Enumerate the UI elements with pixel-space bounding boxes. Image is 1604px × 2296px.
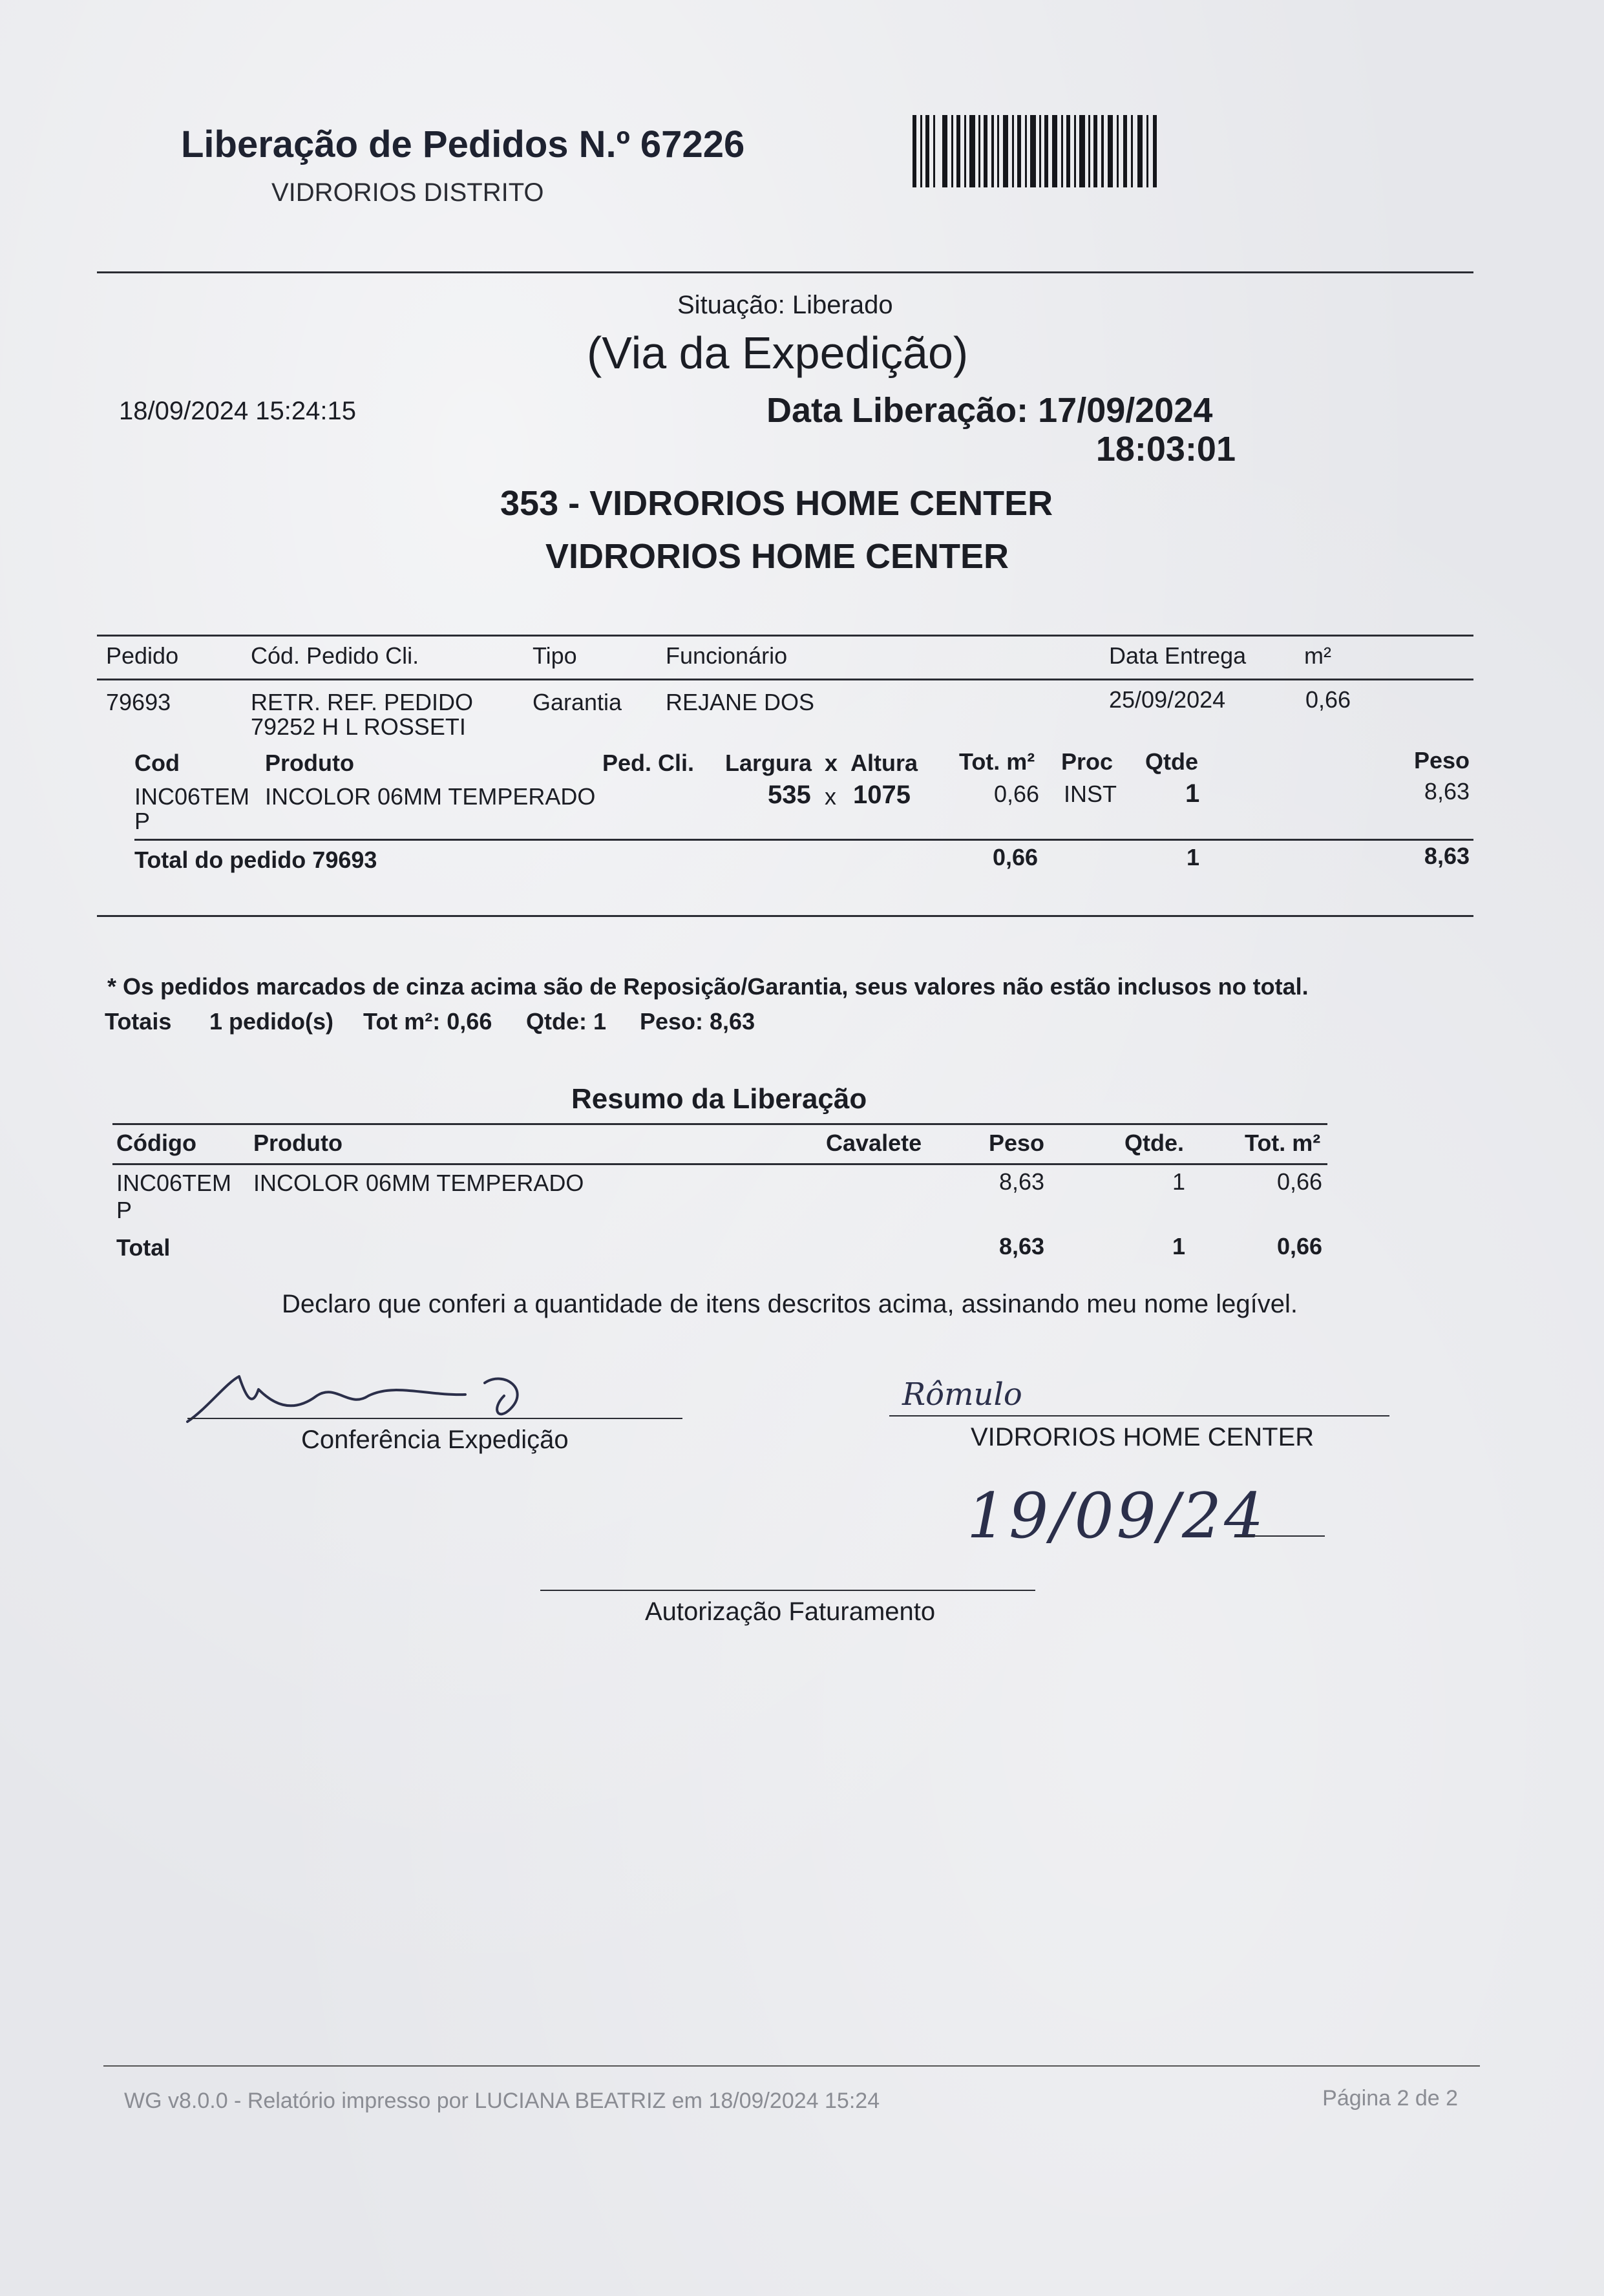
item-col-produto: Produto <box>265 750 354 776</box>
situacao-label: Situação: Liberado <box>677 291 893 319</box>
totais-qtde: Qtde: 1 <box>526 1008 607 1035</box>
resumo-qtde: 1 <box>1172 1168 1186 1195</box>
order-total-m2: 0,66 <box>993 844 1039 870</box>
print-datetime: 18/09/2024 15:24:15 <box>119 397 357 425</box>
resumo-total-label: Total <box>116 1234 171 1261</box>
col-funcionario: Funcionário <box>666 642 788 669</box>
client-code-name: 353 - VIDRORIOS HOME CENTER <box>500 484 1053 523</box>
via-label: (Via da Expedição) <box>587 328 969 378</box>
declaration-text: Declaro que conferi a quantidade de itens descritos acima, assinando meu nome legível. <box>282 1290 1298 1318</box>
resumo-col-qtde: Qtde. <box>1124 1130 1185 1156</box>
resumo-total-qtde: 1 <box>1172 1233 1186 1259</box>
item-qtde: 1 <box>1185 779 1200 808</box>
signature-label-conferencia: Conferência Expedição <box>301 1426 569 1454</box>
col-cod-pedido-cli: Cód. Pedido Cli. <box>251 642 419 669</box>
reposicao-note: * Os pedidos marcados de cinza acima são de Reposição/Garantia, seus valores não estão inclusos no total. <box>107 973 1309 1000</box>
signature-label-autorizacao: Autorização Faturamento <box>645 1597 936 1626</box>
order-cod-cli-line2: 79252 H L ROSSETI <box>251 713 466 740</box>
signature-line-client <box>889 1415 1389 1417</box>
orders-bottom-rule <box>97 915 1473 917</box>
footer-page-number: Página 2 de 2 <box>1322 2086 1458 2111</box>
resumo-codigo-line1: INC06TEM <box>116 1170 232 1196</box>
footer-rule <box>103 2065 1480 2067</box>
col-pedido: Pedido <box>106 642 179 669</box>
order-pedido: 79693 <box>106 689 171 715</box>
signature-line-autorizacao <box>540 1590 1035 1591</box>
item-col-qtde: Qtde <box>1145 748 1199 775</box>
company-name: VIDRORIOS DISTRITO <box>271 178 544 207</box>
resumo-col-tot-m2: Tot. m² <box>1245 1130 1321 1156</box>
col-m2: m² <box>1304 642 1331 669</box>
item-largura: 535 <box>768 781 811 809</box>
item-tot-m2: 0,66 <box>994 781 1040 807</box>
item-col-largura: Largura <box>725 750 812 776</box>
client-name: VIDRORIOS HOME CENTER <box>545 537 1009 576</box>
order-funcionario: REJANE DOS <box>666 689 815 715</box>
order-tipo: Garantia <box>533 689 622 715</box>
date-blank-line <box>1236 1535 1325 1537</box>
resumo-header-rule <box>112 1163 1327 1165</box>
resumo-peso: 8,63 <box>999 1168 1045 1195</box>
order-cod-cli-line1: RETR. REF. PEDIDO <box>251 689 474 715</box>
order-total-peso: 8,63 <box>1424 843 1470 869</box>
item-total-rule <box>134 839 1473 841</box>
totais-label: Totais <box>105 1008 172 1035</box>
order-total-label: Total do pedido 79693 <box>134 847 377 873</box>
signature-line-conferencia <box>187 1418 682 1419</box>
resumo-col-produto: Produto <box>253 1130 343 1156</box>
totais-m2: Tot m²: 0,66 <box>363 1008 492 1035</box>
item-col-altura: Altura <box>850 750 918 776</box>
item-col-ped-cli: Ped. Cli. <box>602 750 695 776</box>
signature-label-client: VIDRORIOS HOME CENTER <box>971 1423 1314 1451</box>
signature-conferencia-icon <box>181 1370 582 1428</box>
order-m2: 0,66 <box>1305 686 1351 713</box>
resumo-tot-m2: 0,66 <box>1277 1168 1323 1195</box>
resumo-total-peso: 8,63 <box>999 1233 1045 1259</box>
orders-header-rule <box>97 679 1473 680</box>
handwritten-date: 19/09/24 <box>967 1480 1267 1552</box>
item-cod-line1: INC06TEM <box>134 783 250 810</box>
header-divider <box>97 271 1473 273</box>
item-peso: 8,63 <box>1424 778 1470 805</box>
document-title: Liberação de Pedidos N.º 67226 <box>181 123 745 165</box>
totais-pedidos: 1 pedido(s) <box>209 1008 334 1035</box>
resumo-col-peso: Peso <box>989 1130 1045 1156</box>
resumo-codigo-line2: P <box>116 1197 132 1223</box>
item-col-x: x <box>825 750 838 776</box>
footer-report-info: WG v8.0.0 - Relatório impresso por LUCIANA BEATRIZ em 18/09/2024 15:24 <box>124 2089 880 2113</box>
resumo-produto: INCOLOR 06MM TEMPERADO <box>253 1170 584 1196</box>
barcode-icon <box>913 115 1158 187</box>
item-produto: INCOLOR 06MM TEMPERADO <box>265 783 596 810</box>
resumo-title: Resumo da Liberação <box>571 1083 867 1115</box>
item-altura: 1075 <box>853 781 911 809</box>
resumo-total-tot-m2: 0,66 <box>1277 1233 1323 1259</box>
handwritten-name: Rômulo <box>902 1376 1022 1413</box>
item-cod-line2: P <box>134 808 151 834</box>
hora-liberacao: 18:03:01 <box>1095 430 1236 469</box>
totais-peso: Peso: 8,63 <box>640 1008 755 1035</box>
col-tipo: Tipo <box>533 642 577 669</box>
resumo-top-rule <box>112 1123 1327 1125</box>
item-col-cod: Cod <box>134 750 180 776</box>
data-liberacao: Data Liberação: 17/09/2024 <box>766 391 1213 430</box>
item-col-proc: Proc <box>1061 748 1113 775</box>
item-col-peso: Peso <box>1413 747 1470 774</box>
resumo-col-codigo: Código <box>116 1130 196 1156</box>
item-proc: INST <box>1064 781 1117 807</box>
col-data-entrega: Data Entrega <box>1109 642 1247 669</box>
order-total-qtde: 1 <box>1187 844 1200 870</box>
item-x: x <box>825 783 836 810</box>
item-col-tot-m2: Tot. m² <box>959 748 1035 775</box>
resumo-col-cavalete: Cavalete <box>826 1130 922 1156</box>
orders-top-rule <box>97 635 1473 637</box>
order-data-entrega: 25/09/2024 <box>1109 686 1226 713</box>
